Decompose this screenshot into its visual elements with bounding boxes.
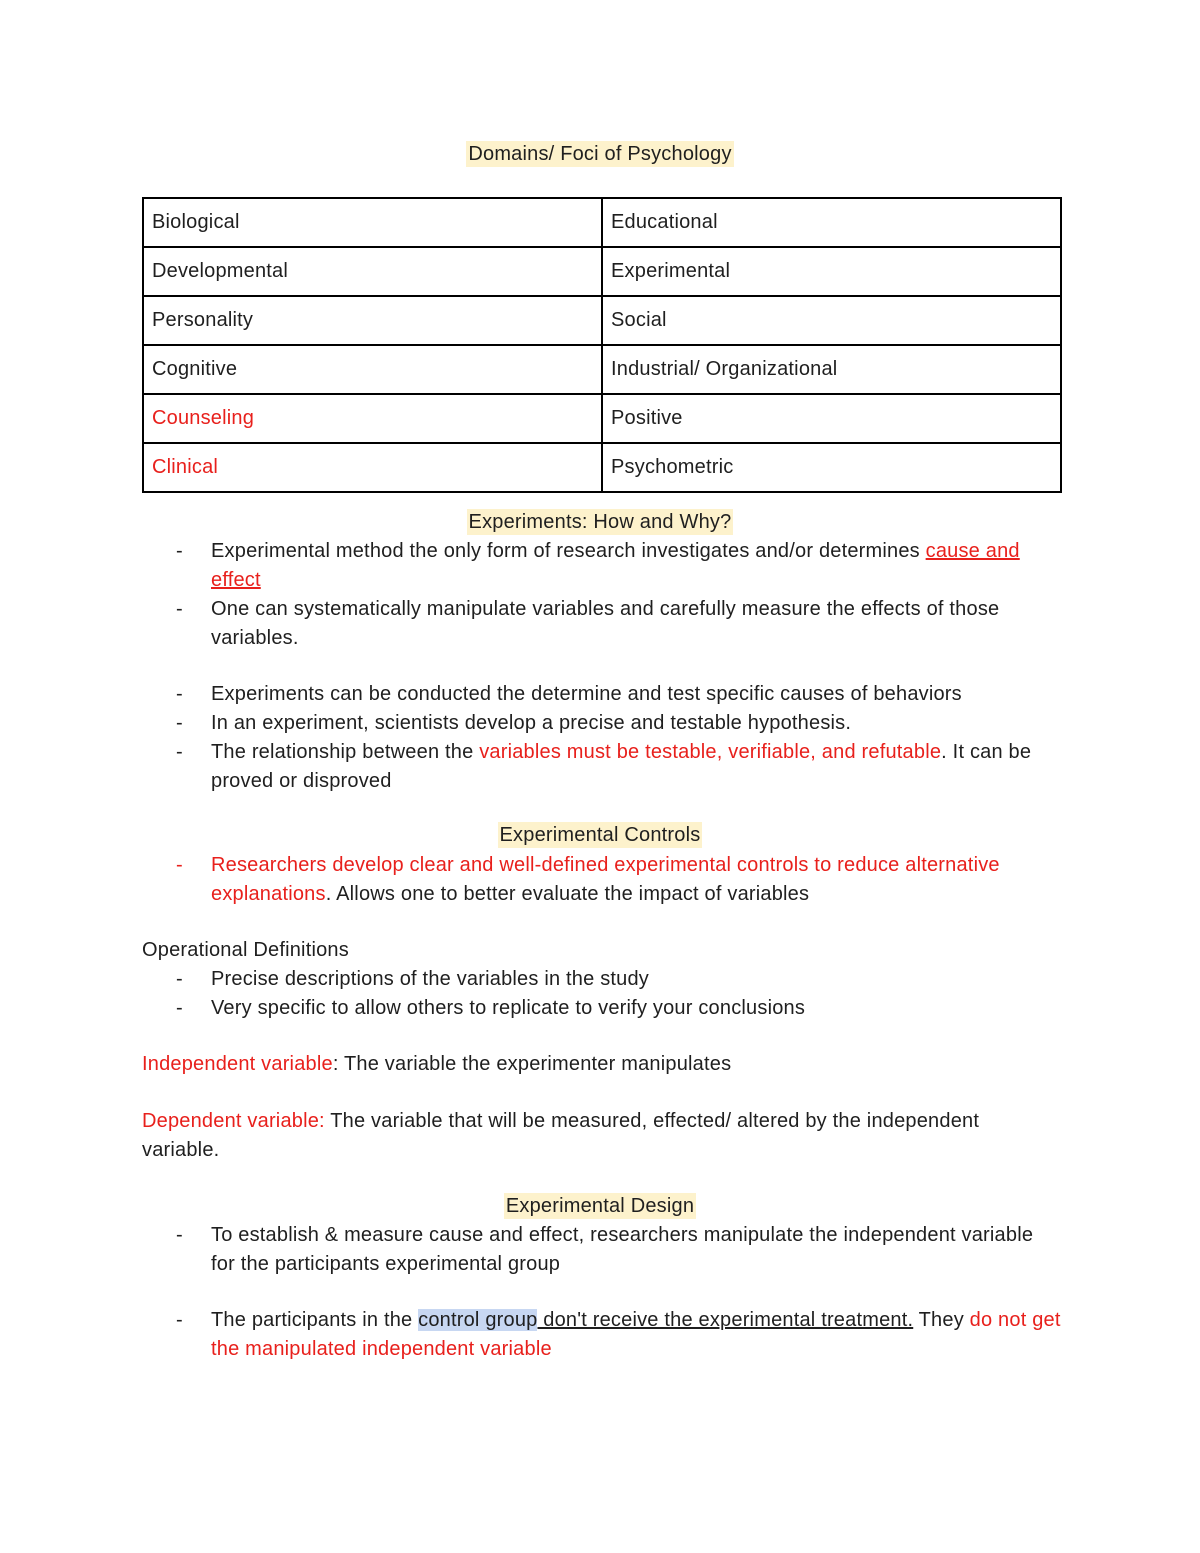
list-item: - Precise descriptions of the variables in the study (176, 968, 649, 990)
controls-list (142, 851, 1062, 909)
operational-list (142, 965, 1062, 1023)
dependent-variable-def: Dependent variable: The variable that will be measured, effected/ altered by the independent variable. (142, 1110, 980, 1161)
table-cell-right: Industrial/ Organizational (602, 345, 1061, 394)
list-item: - Experiments can be conducted the determine and test specific causes of behaviors (176, 683, 962, 705)
table-cell-right: Educational (602, 198, 1061, 247)
heading-design: Experimental Design (505, 1195, 695, 1217)
heading-controls: Experimental Controls (499, 824, 701, 846)
table-cell-left: Clinical (143, 443, 602, 492)
table-row (143, 345, 1061, 394)
list-item: - Researchers develop clear and well-defined experimental controls to reduce alternative explanations. Allows one to better evaluate the impact of variables (176, 854, 1000, 905)
table-row (143, 247, 1061, 296)
list-item: - The relationship between the variables must be testable, verifiable, and refutable. It can be proved or disproved (176, 741, 1032, 792)
table-cell-right: Experimental (602, 247, 1061, 296)
list-item: - One can systematically manipulate variables and carefully measure the effects of those variables. (176, 598, 1000, 649)
table-cell-left: Developmental (143, 247, 602, 296)
table-row (143, 443, 1061, 492)
independent-variable-def: Independent variable: The variable the experimenter manipulates (142, 1053, 732, 1075)
list-item: - Experimental method the only form of research investigates and/or determines cause and effect (176, 540, 1020, 591)
table-cell-right: Psychometric (602, 443, 1061, 492)
selected-text[interactable]: control group (418, 1309, 538, 1331)
table-cell-right: Positive (602, 394, 1061, 443)
table-row (143, 394, 1061, 443)
table-cell-left: Personality (143, 296, 602, 345)
operational-title: Operational Definitions (142, 939, 349, 961)
heading-domains: Domains/ Foci of Psychology (468, 143, 732, 165)
list-item: - Very specific to allow others to replicate to verify your conclusions (176, 997, 806, 1019)
list-item: - The participants in the control group don't receive the experimental treatment. They do not get the manipulated independent variable (176, 1309, 1061, 1360)
heading-experiments: Experiments: How and Why? (468, 511, 732, 533)
table-row (143, 198, 1061, 247)
list-item: - In an experiment, scientists develop a precise and testable hypothesis. (176, 712, 852, 734)
table-cell-left: Biological (143, 198, 602, 247)
list-item: - To establish & measure cause and effect, researchers manipulate the independent variable for the participants experimental group (176, 1224, 1034, 1275)
experiments-list (142, 537, 1062, 796)
table-cell-left: Counseling (143, 394, 602, 443)
domains-table (142, 197, 1062, 493)
table-cell-left: Cognitive (143, 345, 602, 394)
table-cell-right: Social (602, 296, 1061, 345)
design-list (142, 1221, 1062, 1364)
table-row (143, 296, 1061, 345)
